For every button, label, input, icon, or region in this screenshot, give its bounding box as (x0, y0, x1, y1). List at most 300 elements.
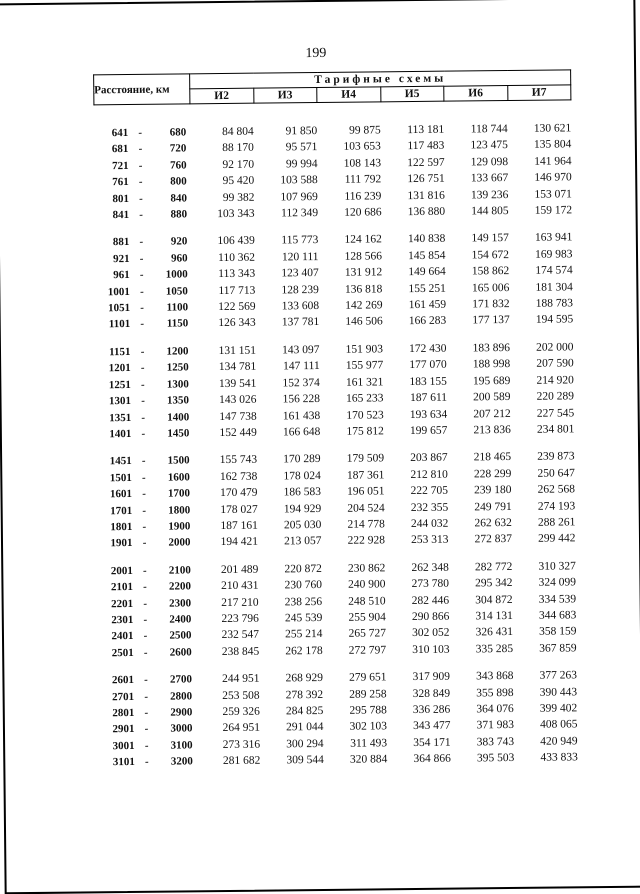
distance-to: 2300 (169, 596, 192, 610)
tariff-value: 171 832 (472, 298, 510, 311)
distance-range (98, 535, 194, 552)
tariff-value: 249 791 (474, 500, 512, 513)
distance-to: 3100 (170, 739, 193, 752)
tariff-value: 343 868 (475, 670, 514, 683)
distance-to: 2800 (170, 689, 193, 703)
tariff-value: 130 621 (533, 122, 572, 135)
tariff-value: 181 304 (535, 281, 573, 294)
range-dash: - (143, 613, 148, 626)
tariff-value: 367 859 (539, 642, 577, 655)
distance-from: 1351 (109, 411, 132, 424)
tariff-value: 161 321 (345, 376, 384, 389)
range-dash: - (139, 252, 144, 265)
tariff-value: 106 439 (217, 235, 255, 248)
tariff-value: 144 805 (471, 205, 509, 218)
range-dash: - (142, 520, 147, 533)
distance-from: 921 (112, 252, 130, 266)
tariff-value: 223 796 (221, 612, 259, 626)
tariff-value: 137 781 (281, 316, 320, 329)
distance-to: 1450 (167, 427, 190, 440)
tariff-value: 174 574 (535, 264, 573, 277)
tariff-value: 195 689 (472, 374, 511, 388)
tariff-value: 295 342 (475, 577, 513, 590)
distance-range (99, 578, 195, 595)
tariff-value: 259 326 (222, 705, 260, 719)
tariff-value: 262 178 (285, 644, 323, 658)
distance-from: 1101 (108, 318, 131, 331)
tariff-value: 253 508 (222, 689, 260, 702)
distance-to: 2900 (170, 706, 193, 719)
tariff-value: 151 903 (345, 343, 384, 356)
scheme-header: И3 (253, 88, 317, 104)
tariff-value: 262 348 (411, 561, 449, 574)
distance-from: 961 (113, 269, 130, 282)
range-dash: - (143, 630, 148, 643)
distance-to: 1000 (165, 268, 188, 281)
range-dash: - (138, 176, 143, 189)
tariff-value: 129 098 (470, 155, 509, 169)
tariff-value: 186 583 (283, 486, 322, 499)
tariff-value: 196 051 (347, 485, 385, 498)
distance-from: 2901 (112, 723, 135, 736)
range-dash: - (140, 301, 144, 314)
tariff-value: 299 442 (538, 532, 576, 546)
distance-from: 1701 (110, 504, 133, 517)
tariff-value: 314 131 (475, 609, 513, 623)
tariff-value: 207 212 (473, 407, 511, 420)
tariff-value: 172 430 (409, 342, 447, 355)
distance-to: 1100 (166, 301, 189, 314)
tariff-value: 131 912 (344, 266, 383, 279)
range-dash: - (141, 455, 146, 468)
tariff-value: 163 941 (534, 231, 573, 245)
tariff-value: 99 382 (222, 191, 255, 204)
tariff-value: 274 193 (537, 499, 576, 513)
range-dash: - (139, 192, 143, 205)
tariff-value: 134 781 (218, 360, 257, 374)
tariff-value: 200 589 (473, 391, 511, 404)
tariff-value: 183 896 (472, 341, 511, 355)
tariff-value: 289 258 (349, 687, 387, 701)
tariff-value: 187 161 (220, 519, 258, 532)
tariff-value: 156 228 (282, 393, 321, 406)
tariff-value: 239 180 (474, 484, 512, 497)
distance-to: 1700 (167, 487, 191, 500)
range-dash: - (138, 159, 143, 172)
tariff-value: 335 285 (475, 642, 514, 656)
distance-to: 920 (170, 235, 188, 248)
distance-from: 881 (112, 236, 130, 249)
tariff-value: 377 263 (539, 669, 577, 682)
tariff-value: 304 872 (475, 593, 513, 606)
tariff-value: 177 070 (409, 358, 447, 372)
tariff-value: 245 539 (284, 611, 323, 625)
tariff-value: 326 431 (475, 626, 514, 639)
tariff-value: 311 493 (350, 737, 388, 750)
tariff-value: 244 951 (222, 672, 260, 686)
range-dash: - (143, 597, 148, 610)
tariff-value: 194 929 (283, 502, 322, 515)
tariff-value: 194 421 (220, 535, 259, 549)
tariff-value: 201 489 (220, 563, 259, 576)
tariff-value: 126 751 (407, 172, 445, 186)
tariff-value: 282 772 (474, 560, 513, 574)
distance-to: 760 (170, 159, 187, 172)
tariff-value: 355 898 (476, 686, 514, 699)
tariff-value: 153 071 (534, 187, 572, 201)
tariff-value: 170 479 (220, 486, 258, 500)
distance-from: 1051 (107, 302, 131, 315)
distance-to: 1200 (166, 345, 189, 358)
distance-to: 880 (170, 208, 188, 221)
distance-range (99, 611, 195, 628)
scheme-header: И5 (380, 86, 444, 102)
tariff-value: 279 651 (349, 671, 387, 684)
tariff-value: 99 994 (285, 157, 318, 171)
tariff-value: 118 744 (470, 123, 508, 136)
scheme-header: И4 (317, 87, 381, 103)
range-dash: - (144, 739, 149, 752)
tariff-value: 161 438 (282, 409, 321, 422)
distance-range (100, 721, 196, 738)
tariff-value: 343 477 (413, 720, 451, 733)
table-body (94, 100, 578, 771)
tariff-value: 152 374 (282, 376, 320, 390)
range-dash: - (142, 537, 147, 550)
tariff-value: 255 214 (285, 628, 323, 641)
distance-range (98, 469, 194, 486)
distance-to: 2400 (169, 613, 192, 626)
tariff-value: 120 686 (344, 206, 382, 219)
tariff-value: 155 977 (345, 359, 384, 373)
tariff-value: 143 026 (219, 393, 257, 407)
distance-to: 1300 (166, 378, 189, 391)
tariff-value: 255 904 (348, 611, 386, 624)
distance-range (100, 671, 196, 688)
tariff-value: 152 449 (219, 426, 257, 439)
distance-range (98, 453, 194, 470)
tariff-value: 145 854 (408, 249, 446, 262)
range-dash: - (138, 126, 143, 139)
distance-range (97, 376, 193, 393)
tariff-value: 183 155 (409, 375, 447, 388)
tariff-value: 123 475 (470, 139, 508, 152)
distance-from: 1801 (110, 520, 133, 534)
distance-to: 2600 (169, 646, 192, 659)
tariff-value: 302 103 (349, 720, 388, 734)
range-dash: - (141, 471, 146, 484)
tariff-value: 147 111 (283, 360, 320, 373)
range-dash: - (144, 706, 149, 719)
distance-range (97, 409, 193, 426)
tariff-value: 284 825 (285, 704, 324, 718)
tariff-value: 139 236 (470, 188, 509, 202)
distance-to: 1400 (167, 410, 190, 424)
tariff-value: 154 672 (471, 248, 510, 262)
tariff-value: 141 964 (534, 155, 572, 168)
tariff-value: 103 588 (280, 174, 318, 187)
tariff-value: 117 713 (218, 284, 256, 297)
distance-to: 720 (169, 142, 187, 155)
distance-from: 801 (112, 192, 129, 205)
tariff-value: 113 181 (407, 123, 445, 137)
tariff-value: 113 343 (218, 267, 256, 281)
tariff-value: 95 420 (222, 174, 255, 188)
distance-to: 1350 (166, 394, 190, 407)
range-dash: - (140, 345, 145, 358)
tariff-value: 238 256 (284, 595, 323, 608)
tariff-value: 199 657 (409, 424, 448, 437)
tariff-value: 354 171 (413, 736, 451, 749)
tariff-value: 228 299 (473, 467, 512, 481)
tariff-value: 142 269 (345, 299, 383, 312)
range-dash: - (144, 690, 149, 703)
tariff-value: 92 170 (222, 158, 255, 171)
tariff-value: 159 172 (534, 204, 573, 217)
tariff-value: 230 760 (284, 579, 323, 592)
tariff-value: 213 836 (473, 423, 511, 437)
tariff-value: 188 783 (535, 297, 574, 310)
distance-to: 680 (169, 126, 187, 139)
tariff-value: 288 261 (537, 516, 576, 529)
tariff-value: 128 566 (344, 250, 383, 263)
tariff-value: 149 157 (471, 232, 509, 245)
tariff-value: 88 170 (222, 142, 254, 155)
tariff-value: 112 349 (281, 207, 319, 220)
tariff-value: 232 355 (410, 501, 449, 514)
tariff-value: 214 778 (347, 518, 385, 531)
tariff-value: 84 804 (222, 125, 254, 139)
range-dash: - (139, 269, 144, 282)
tariff-value: 194 595 (535, 313, 574, 327)
distance-range (100, 688, 196, 705)
tariff-value: 420 949 (540, 735, 578, 748)
tariff-value: 265 727 (348, 627, 387, 641)
tariff-value: 240 900 (348, 578, 386, 591)
distance-range (99, 562, 195, 579)
tariff-value: 334 539 (538, 592, 577, 606)
tariff-value: 162 738 (219, 470, 258, 483)
distance-from: 1201 (108, 362, 131, 375)
tariff-value: 115 773 (281, 234, 319, 247)
distance-from: 681 (111, 143, 129, 156)
distance-from: 1001 (107, 285, 130, 298)
tariff-value: 108 143 (343, 157, 382, 170)
tariff-value: 143 097 (282, 343, 320, 357)
tariff-value: 110 362 (218, 251, 256, 264)
tariff-value: 364 866 (413, 752, 451, 766)
tariff-value: 107 969 (280, 190, 318, 204)
tariff-value: 250 647 (537, 467, 575, 480)
tariff-value: 170 523 (346, 408, 384, 422)
tariff-value: 230 862 (347, 562, 386, 575)
distance-range (98, 485, 194, 502)
tariff-value: 278 392 (285, 688, 324, 701)
distance-range (95, 190, 191, 207)
distance-from: 761 (112, 176, 129, 189)
tariff-value: 99 875 (349, 124, 381, 137)
distance-range (94, 141, 190, 158)
distance-from: 1451 (109, 455, 132, 468)
distance-range (98, 502, 194, 519)
tariff-value: 193 634 (409, 408, 448, 421)
distance-from: 2001 (110, 564, 133, 577)
tariff-value: 120 111 (281, 250, 319, 264)
tariff-value: 371 983 (476, 719, 515, 732)
tariff-value: 302 052 (412, 627, 450, 640)
distance-from: 2201 (111, 597, 134, 610)
tariff-schemes-header: Тарифные схемы (190, 70, 571, 89)
tariff-value: 187 361 (346, 469, 385, 482)
distance-to: 1150 (166, 317, 189, 331)
distance-range (95, 234, 191, 251)
distance-range (97, 360, 193, 377)
range-dash: - (143, 580, 147, 594)
distance-range (97, 392, 193, 409)
tariff-value: 273 316 (222, 738, 261, 751)
tariff-value: 234 801 (536, 423, 575, 436)
tariff-value: 399 402 (539, 702, 578, 715)
range-dash: - (140, 318, 145, 331)
tariff-value: 295 788 (349, 704, 387, 717)
distance-range (97, 425, 193, 442)
distance-from: 3001 (112, 739, 135, 753)
distance-to: 3000 (170, 722, 193, 735)
tariff-value: 239 873 (537, 450, 575, 464)
tariff-value: 227 545 (536, 406, 575, 420)
distance-to: 840 (170, 192, 187, 205)
distance-header: Расстояние, км (94, 74, 190, 105)
tariff-value: 165 006 (471, 281, 510, 295)
range-dash: - (139, 236, 144, 249)
distance-from: 2501 (111, 646, 134, 659)
tariff-value: 179 509 (346, 452, 385, 466)
distance-from: 1251 (108, 378, 131, 391)
distance-to: 1800 (168, 503, 191, 517)
tariff-value: 364 076 (476, 702, 514, 716)
tariff-value: 268 929 (285, 672, 324, 685)
distance-from: 1901 (110, 537, 133, 550)
range-dash: - (139, 285, 144, 298)
distance-to: 1900 (168, 520, 191, 533)
tariff-value: 133 667 (470, 172, 509, 185)
tariff-value: 122 597 (407, 156, 445, 169)
tariff-value: 131 151 (218, 344, 257, 357)
distance-from: 1151 (109, 345, 131, 359)
tariff-value: 264 951 (222, 722, 261, 735)
tariff-value: 136 818 (344, 282, 383, 296)
tariff-value: 178 027 (220, 503, 258, 516)
tariff-value: 169 983 (535, 248, 573, 261)
tariff-value: 95 571 (285, 141, 318, 154)
tariff-value: 222 928 (347, 534, 386, 548)
distance-from: 721 (112, 159, 129, 172)
range-dash: - (144, 756, 149, 769)
distance-range (99, 595, 195, 612)
tariff-value: 273 780 (411, 577, 450, 591)
tariff-value: 300 294 (286, 737, 324, 751)
tariff-value: 217 210 (221, 596, 259, 609)
tariff-value: 222 705 (410, 484, 449, 498)
tariff-value: 262 568 (537, 483, 576, 496)
tariff-value: 207 590 (536, 357, 574, 371)
tariff-value: 214 920 (536, 374, 574, 387)
distance-from: 1501 (109, 471, 132, 484)
tariff-value: 291 044 (286, 721, 324, 734)
tariff-value: 170 289 (283, 453, 321, 466)
tariff-value: 124 162 (344, 233, 382, 247)
tariff-value: 187 611 (409, 391, 448, 405)
tariff-value: 210 431 (221, 579, 259, 593)
distance-to: 1500 (167, 454, 190, 467)
tariff-value: 203 867 (410, 451, 448, 465)
tariff-value: 253 313 (411, 534, 449, 547)
tariff-value: 146 506 (345, 315, 383, 329)
distance-from: 641 (111, 126, 129, 140)
tariff-value: 136 880 (407, 205, 446, 219)
distance-range (95, 174, 191, 191)
tariff-value: 103 343 (217, 207, 255, 221)
tariff-value: 336 286 (412, 703, 451, 717)
distance-range (100, 644, 196, 661)
tariff-value: 175 812 (346, 425, 384, 438)
tariff-value: 166 283 (408, 315, 447, 328)
tariff-value: 324 099 (538, 576, 577, 589)
distance-range (94, 124, 190, 141)
tariff-value: 202 000 (536, 341, 574, 354)
tariff-value: 433 833 (540, 751, 578, 764)
tariff-value: 135 804 (533, 138, 572, 152)
tariff-value: 178 024 (283, 469, 321, 483)
tariff-value: 248 510 (348, 594, 386, 608)
distance-range (96, 316, 192, 333)
tariff-value: 139 541 (218, 377, 257, 390)
tariff-value: 165 233 (346, 392, 384, 405)
distance-to: 2500 (169, 629, 192, 642)
tariff-value: 149 664 (408, 265, 446, 279)
tariff-value: 290 866 (411, 610, 450, 624)
tariff-value: 238 845 (221, 645, 260, 658)
tariff-value: 213 057 (284, 535, 322, 548)
tariff-value: 395 503 (476, 752, 515, 765)
tariff-value: 310 103 (412, 643, 450, 656)
tariff-value: 146 970 (534, 171, 572, 184)
range-dash: - (140, 378, 145, 391)
distance-to: 1600 (167, 471, 190, 484)
distance-to: 1250 (166, 361, 189, 374)
distance-range (96, 343, 192, 360)
distance-range (96, 267, 192, 284)
tariff-value: 282 446 (411, 594, 450, 607)
tariff-value: 126 343 (218, 317, 256, 330)
distance-to: 960 (170, 252, 188, 265)
tariff-value: 220 872 (284, 562, 322, 576)
tariff-value: 272 837 (474, 533, 513, 546)
tariff-value: 205 030 (283, 518, 322, 532)
distance-range (100, 704, 196, 721)
tariff-value: 220 289 (536, 390, 575, 403)
tariff-value: 147 738 (219, 410, 257, 423)
tariff-value: 212 810 (410, 468, 448, 481)
tariff-value: 161 459 (408, 298, 447, 312)
tariff-table (93, 69, 578, 771)
distance-to: 1050 (165, 285, 188, 298)
tariff-value: 91 850 (285, 125, 318, 138)
distance-to: 2000 (168, 536, 191, 549)
tariff-value: 320 884 (349, 753, 388, 766)
distance-from: 2301 (111, 613, 134, 627)
distance-from: 2101 (110, 581, 134, 594)
